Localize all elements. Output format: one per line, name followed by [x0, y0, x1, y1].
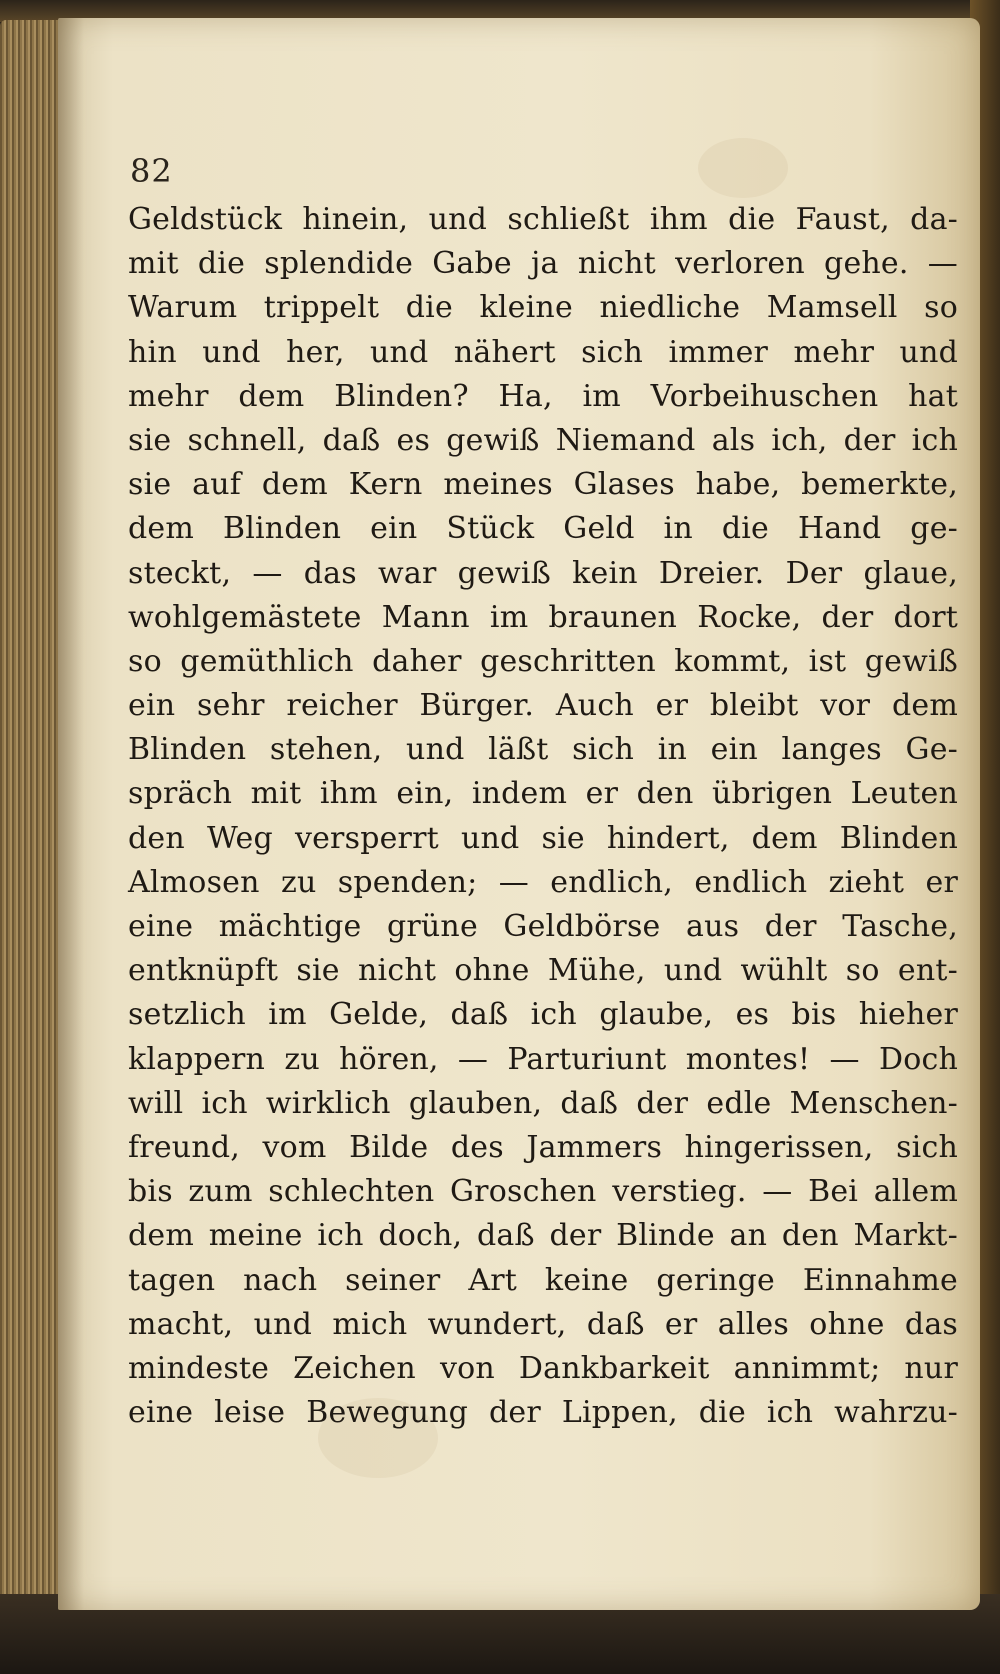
- text-line: Almosen zu spenden; — endlich, endlich zieht er: [128, 864, 958, 900]
- text-line: wohlgemästete Mann im braunen Rocke, der dort: [128, 599, 958, 635]
- text-line: den Weg versperrt und sie hindert, dem Blinden: [128, 820, 958, 856]
- text-line: mit die splendide Gabe ja nicht verloren gehe. —: [128, 246, 958, 282]
- page-number: 82: [130, 152, 173, 190]
- text-line: macht, und mich wundert, daß er alles ohne das: [128, 1306, 958, 1342]
- text-line: sie auf dem Kern meines Glases habe, bemerkte,: [128, 467, 958, 503]
- text-line: setzlich im Gelde, daß ich glaube, es bis hieher: [128, 997, 958, 1033]
- text-line: ein sehr reicher Bürger. Auch er bleibt vor dem: [128, 688, 958, 724]
- text-line: steckt, — das war gewiß kein Dreier. Der glaue,: [128, 555, 958, 591]
- body-text: [128, 198, 958, 1435]
- text-line: freund, vom Bilde des Jammers hingerissen, sich: [128, 1129, 958, 1165]
- text-line: Blinden stehen, und läßt sich in ein langes Ge-: [128, 732, 958, 768]
- text-line: sie schnell, daß es gewiß Niemand als ich, der ich: [128, 422, 958, 458]
- text-line: will ich wirklich glauben, daß der edle Menschen-: [128, 1085, 958, 1121]
- text-line: spräch mit ihm ein, indem er den übrigen Leuten: [128, 776, 958, 812]
- text-line: tagen nach seiner Art keine geringe Einnahme: [128, 1262, 958, 1298]
- paper-stain: [698, 138, 788, 198]
- text-line: dem meine ich doch, daß der Blinde an den Markt-: [128, 1218, 958, 1254]
- text-line: Geldstück hinein, und schließt ihm die Faust, da-: [128, 202, 958, 237]
- text-line: mindeste Zeichen von Dankbarkeit annimmt; nur: [128, 1350, 958, 1386]
- text-line: hin und her, und nähert sich immer mehr und: [128, 334, 958, 370]
- text-line: klappern zu hören, — Parturiunt montes! — Doch: [128, 1041, 958, 1077]
- page-stack-edge: [0, 20, 60, 1610]
- text-line: so gemüthlich daher geschritten kommt, ist gewiß: [128, 643, 958, 679]
- text-line: eine mächtige grüne Geldbörse aus der Tasche,: [128, 909, 958, 944]
- text-line: eine leise Bewegung der Lippen, die ich wahrzu-: [128, 1395, 958, 1431]
- text-line: mehr dem Blinden? Ha, im Vorbeihuschen hat: [128, 378, 958, 414]
- gutter-shadow: [58, 18, 84, 1610]
- text-line: bis zum schlechten Groschen verstieg. — Bei allem: [128, 1174, 958, 1210]
- text-line: dem Blinden ein Stück Geld in die Hand ge-: [128, 511, 958, 547]
- text-line: entknüpft sie nicht ohne Mühe, und wühlt so ent-: [128, 953, 958, 989]
- text-line: Warum trippelt die kleine niedliche Mamsell so: [128, 290, 958, 326]
